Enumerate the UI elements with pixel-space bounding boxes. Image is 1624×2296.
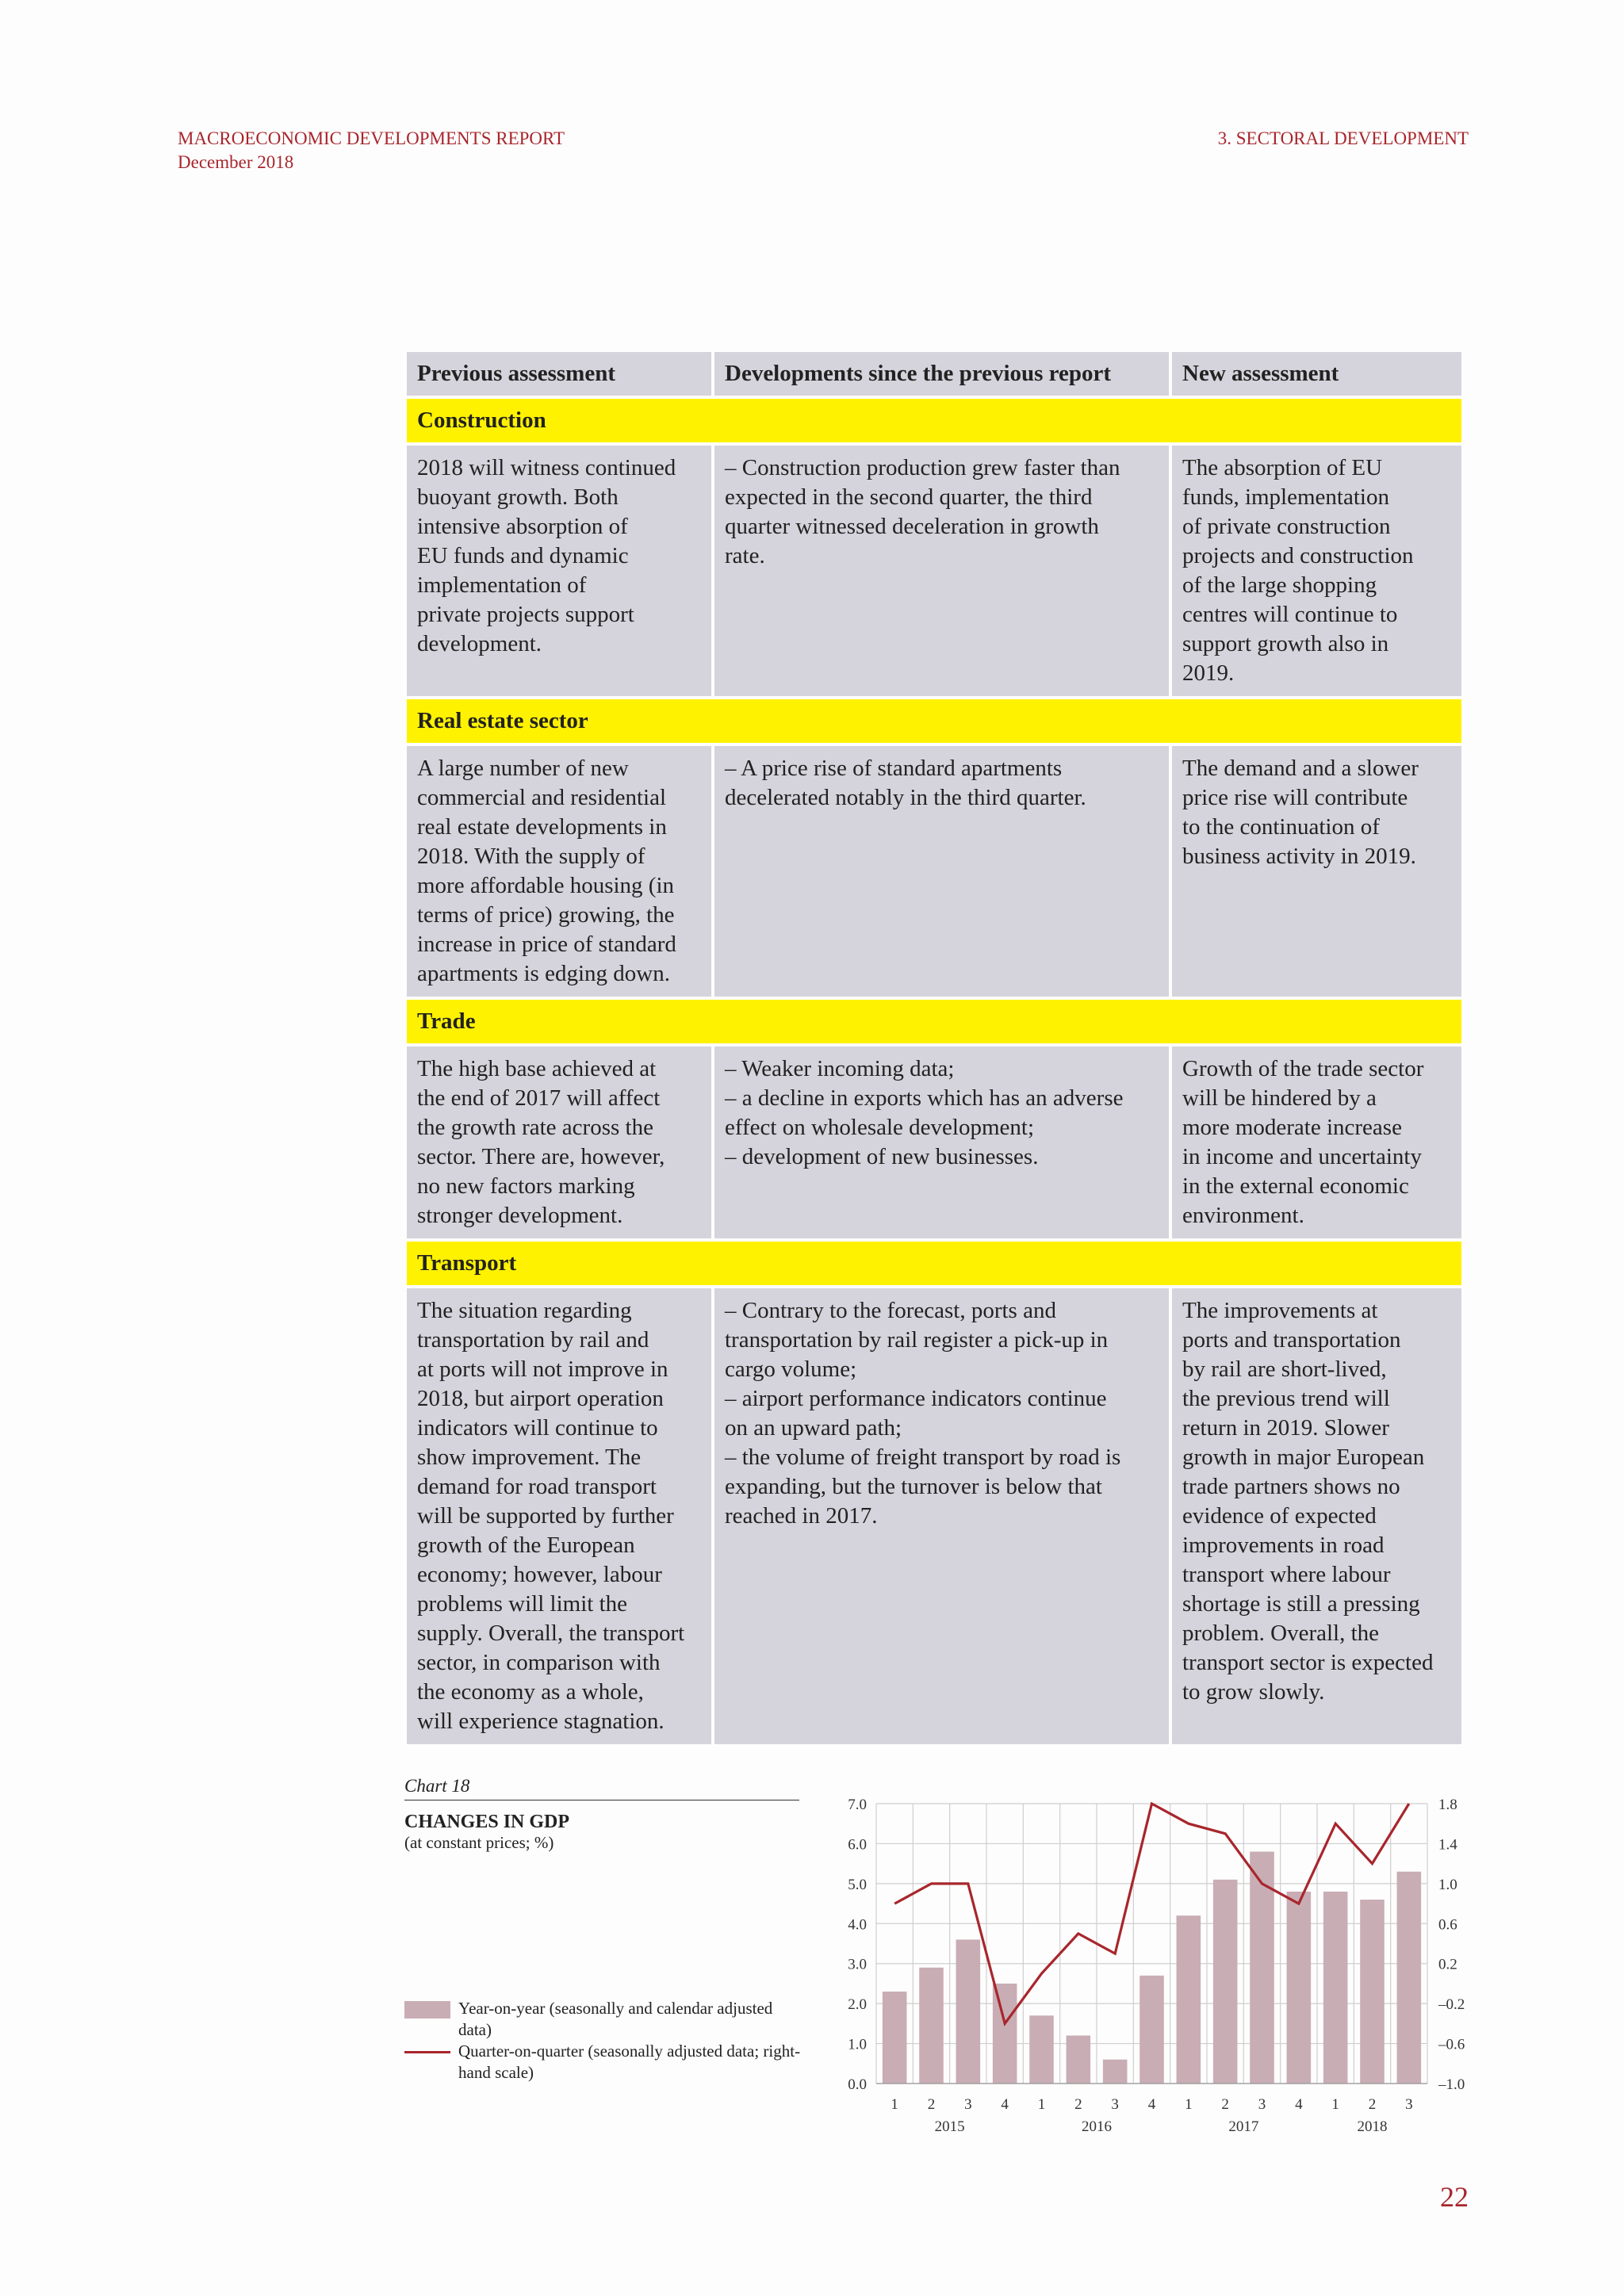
text-line: improvements in road xyxy=(1182,1533,1385,1558)
right-tick-label: 1.0 xyxy=(1438,1876,1457,1893)
text-line: increase in price of standard xyxy=(417,932,676,957)
x-tick-label: 3 xyxy=(1405,2096,1413,2113)
text-line: – Weaker incoming data; xyxy=(725,1056,955,1081)
text-line: ports and transportation xyxy=(1182,1327,1401,1353)
left-tick-label: 5.0 xyxy=(848,1876,867,1893)
section-title: Trade xyxy=(407,1000,1461,1043)
right-tick-label: 1.4 xyxy=(1438,1836,1457,1854)
gdp-chart xyxy=(817,1776,1467,2156)
bar xyxy=(1213,1880,1238,2084)
column-header: Previous assessment xyxy=(407,352,711,396)
text-line: price rise will contribute xyxy=(1182,785,1408,810)
bar xyxy=(1139,1976,1164,2084)
previous-assessment-cell xyxy=(407,446,711,696)
text-line: trade partners shows no xyxy=(1182,1474,1400,1499)
text-line: real estate developments in xyxy=(417,814,667,840)
text-line: A large number of new xyxy=(417,756,629,781)
text-line: will experience stagnation. xyxy=(417,1709,665,1734)
legend-bar-swatch xyxy=(404,2001,450,2019)
text-line: return in 2019. Slower xyxy=(1182,1415,1389,1441)
bar xyxy=(1177,1915,1201,2084)
legend-line-swatch xyxy=(404,2051,450,2053)
text-line: development. xyxy=(417,631,542,656)
text-line: The situation regarding xyxy=(417,1298,632,1323)
section-title: Transport xyxy=(407,1242,1461,1285)
text-line: economy; however, labour xyxy=(417,1562,662,1587)
text-line: 2019. xyxy=(1182,660,1235,686)
x-tick-label: 3 xyxy=(1258,2096,1266,2113)
text-line: quarter witnessed deceleration in growth xyxy=(725,514,1099,539)
text-line: Growth of the trade sector xyxy=(1182,1056,1424,1081)
new-assessment-cell xyxy=(1172,1288,1461,1744)
text-line: more affordable housing (in xyxy=(417,873,675,898)
chart-title: CHANGES IN GDP xyxy=(404,1812,570,1832)
report-title: MACROECONOMIC DEVELOPMENTS REPORT xyxy=(178,128,565,148)
text-line: indicators will continue to xyxy=(417,1415,658,1441)
report-header xyxy=(178,127,565,174)
right-tick-label: 0.2 xyxy=(1438,1956,1457,1973)
text-line: growth in major European xyxy=(1182,1445,1425,1470)
text-line: – a decline in exports which has an adverse xyxy=(725,1085,1124,1111)
developments-cell xyxy=(714,746,1169,997)
text-line: projects and construction xyxy=(1182,543,1414,568)
text-line: rate. xyxy=(725,543,765,568)
bar xyxy=(1029,2015,1054,2084)
text-line: of private construction xyxy=(1182,514,1391,539)
new-assessment-cell xyxy=(1172,746,1461,997)
column-header: New assessment xyxy=(1172,352,1461,396)
left-tick-label: 7.0 xyxy=(848,1797,867,1813)
chart-legend xyxy=(404,1998,801,2084)
left-tick-label: 0.0 xyxy=(848,2076,867,2093)
text-line: environment. xyxy=(1182,1203,1304,1228)
text-line: the economy as a whole, xyxy=(417,1679,644,1705)
bar xyxy=(1360,1900,1385,2084)
text-line: The improvements at xyxy=(1182,1298,1378,1323)
right-tick-label: –0.6 xyxy=(1438,2036,1465,2053)
text-line: The demand and a slower xyxy=(1182,756,1419,781)
table-header-row xyxy=(407,352,1461,396)
section-row xyxy=(407,1242,1461,1285)
text-line: no new factors marking xyxy=(417,1173,635,1199)
left-tick-label: 3.0 xyxy=(848,1956,867,1973)
previous-assessment-cell xyxy=(407,1288,711,1744)
bar xyxy=(1103,2060,1128,2084)
text-line: centres will continue to xyxy=(1182,602,1398,627)
x-tick-label: 4 xyxy=(1295,2096,1303,2113)
text-line: supply. Overall, the transport xyxy=(417,1621,685,1646)
bar xyxy=(1397,1872,1422,2084)
text-line: to grow slowly. xyxy=(1182,1679,1325,1705)
x-tick-label: 1 xyxy=(1037,2096,1046,2113)
text-line: transportation by rail and xyxy=(417,1327,649,1353)
year-label: 2017 xyxy=(1228,2118,1259,2135)
assessment-table xyxy=(404,349,1465,1747)
year-label: 2016 xyxy=(1082,2118,1112,2135)
bar xyxy=(1287,1892,1312,2084)
developments-cell xyxy=(714,1047,1169,1238)
year-label: 2018 xyxy=(1357,2118,1388,2135)
text-line: buoyant growth. Both xyxy=(417,484,619,510)
section-row xyxy=(407,399,1461,442)
x-tick-label: 2 xyxy=(1074,2096,1082,2113)
text-line: intensive absorption of xyxy=(417,514,628,539)
text-line: 2018. With the supply of xyxy=(417,844,645,869)
text-line: problems will limit the xyxy=(417,1591,628,1617)
text-line: funds, implementation xyxy=(1182,484,1389,510)
text-line: implementation of xyxy=(417,572,587,598)
new-assessment-cell xyxy=(1172,446,1461,696)
text-line: – development of new businesses. xyxy=(725,1144,1039,1169)
text-line: – A price rise of standard apartments xyxy=(725,756,1063,781)
text-line: expanding, but the turnover is below that xyxy=(725,1474,1102,1499)
x-tick-label: 1 xyxy=(891,2096,898,2113)
text-line: transportation by rail register a pick-up in xyxy=(725,1327,1109,1353)
section-title: Real estate sector xyxy=(407,699,1461,743)
text-line: EU funds and dynamic xyxy=(417,543,629,568)
left-tick-label: 4.0 xyxy=(848,1916,867,1934)
section-row xyxy=(407,1000,1461,1043)
text-line: will be supported by further xyxy=(417,1503,674,1529)
text-line: demand for road transport xyxy=(417,1474,657,1499)
text-line: of the large shopping xyxy=(1182,572,1377,598)
legend-item-bar xyxy=(404,1998,801,2041)
text-line: in income and uncertainty xyxy=(1182,1144,1422,1169)
bar xyxy=(883,1992,907,2084)
right-tick-label: 0.6 xyxy=(1438,1916,1457,1934)
right-tick-label: 1.8 xyxy=(1438,1797,1457,1813)
text-line: show improvement. The xyxy=(417,1445,642,1470)
bar xyxy=(1067,2035,1091,2084)
text-line: to the continuation of xyxy=(1182,814,1380,840)
text-line: 2018, but airport operation xyxy=(417,1386,664,1411)
text-line: evidence of expected xyxy=(1182,1503,1377,1529)
x-tick-label: 1 xyxy=(1331,2096,1339,2113)
left-tick-label: 6.0 xyxy=(848,1836,867,1854)
report-date: December 2018 xyxy=(178,152,294,172)
text-line: cargo volume; xyxy=(725,1357,857,1382)
x-tick-label: 1 xyxy=(1185,2096,1193,2113)
text-line: transport where labour xyxy=(1182,1562,1391,1587)
text-line: – the volume of freight transport by road is xyxy=(725,1445,1121,1470)
text-line: will be hindered by a xyxy=(1182,1085,1377,1111)
text-line: apartments is edging down. xyxy=(417,961,670,986)
text-line: transport sector is expected xyxy=(1182,1650,1434,1675)
developments-cell xyxy=(714,446,1169,696)
text-line: 2018 will witness continued xyxy=(417,455,676,480)
text-line: decelerated notably in the third quarter. xyxy=(725,785,1086,810)
text-line: the end of 2017 will affect xyxy=(417,1085,661,1111)
text-line: expected in the second quarter, the third xyxy=(725,484,1093,510)
text-line: growth of the European xyxy=(417,1533,635,1558)
right-tick-label: –1.0 xyxy=(1438,2076,1465,2093)
table-row xyxy=(407,1288,1461,1744)
text-line: The absorption of EU xyxy=(1182,455,1383,480)
text-line: by rail are short-lived, xyxy=(1182,1357,1387,1382)
x-tick-label: 3 xyxy=(964,2096,972,2113)
left-tick-label: 2.0 xyxy=(848,1996,867,2014)
text-line: – airport performance indicators continue xyxy=(725,1386,1107,1411)
section-title: Construction xyxy=(407,399,1461,442)
x-tick-label: 2 xyxy=(927,2096,936,2113)
text-line: on an upward path; xyxy=(725,1415,902,1441)
text-line: sector. There are, however, xyxy=(417,1144,665,1169)
table-row xyxy=(407,746,1461,997)
new-assessment-cell xyxy=(1172,1047,1461,1238)
x-tick-label: 4 xyxy=(1147,2096,1156,2113)
x-tick-label: 3 xyxy=(1111,2096,1119,2113)
text-line: stronger development. xyxy=(417,1203,623,1228)
text-line: the previous trend will xyxy=(1182,1386,1390,1411)
text-line: commercial and residential xyxy=(417,785,667,810)
section-header: 3. SECTORAL DEVELOPMENT xyxy=(1217,128,1469,148)
legend-bar-label: Year-on-year (seasonally and calendar adjusted data) xyxy=(458,1999,773,2039)
legend-line-label: Quarter-on-quarter (seasonally adjusted data; right-hand scale) xyxy=(458,2042,801,2082)
text-line: – Contrary to the forecast, ports and xyxy=(725,1298,1056,1323)
text-line: – Construction production grew faster than xyxy=(725,455,1120,480)
previous-assessment-cell xyxy=(407,1047,711,1238)
text-line: in the external economic xyxy=(1182,1173,1409,1199)
text-line: effect on wholesale development; xyxy=(725,1115,1035,1140)
text-line: private projects support xyxy=(417,602,634,627)
text-line: shortage is still a pressing xyxy=(1182,1591,1420,1617)
text-line: problem. Overall, the xyxy=(1182,1621,1380,1646)
right-tick-label: –0.2 xyxy=(1438,1996,1465,2014)
chart-subtitle: (at constant prices; %) xyxy=(404,1833,554,1852)
legend-item-line xyxy=(404,2041,801,2084)
text-line: more moderate increase xyxy=(1182,1115,1402,1140)
text-line: sector, in comparison with xyxy=(417,1650,661,1675)
column-header: Developments since the previous report xyxy=(714,352,1169,396)
table-row xyxy=(407,1047,1461,1238)
text-line: the growth rate across the xyxy=(417,1115,653,1140)
table-row xyxy=(407,446,1461,696)
chart-number: Chart 18 xyxy=(404,1776,799,1800)
chart-caption xyxy=(404,1776,799,1853)
x-tick-label: 2 xyxy=(1368,2096,1377,2113)
previous-assessment-cell xyxy=(407,746,711,997)
text-line: reached in 2017. xyxy=(725,1503,878,1529)
left-tick-label: 1.0 xyxy=(848,2036,867,2053)
section-row xyxy=(407,699,1461,743)
developments-cell xyxy=(714,1288,1169,1744)
bar xyxy=(993,1984,1017,2084)
x-tick-label: 2 xyxy=(1221,2096,1229,2113)
year-label: 2015 xyxy=(934,2118,965,2135)
bar xyxy=(956,1939,981,2084)
x-tick-label: 4 xyxy=(1001,2096,1009,2113)
text-line: terms of price) growing, the xyxy=(417,902,675,928)
bar xyxy=(1250,1852,1274,2084)
text-line: at ports will not improve in xyxy=(417,1357,668,1382)
bar xyxy=(919,1968,944,2084)
bar xyxy=(1323,1892,1348,2084)
page-number: 22 xyxy=(1440,2181,1469,2213)
text-line: The high base achieved at xyxy=(417,1056,657,1081)
text-line: business activity in 2019. xyxy=(1182,844,1416,869)
text-line: support growth also in xyxy=(1182,631,1389,656)
